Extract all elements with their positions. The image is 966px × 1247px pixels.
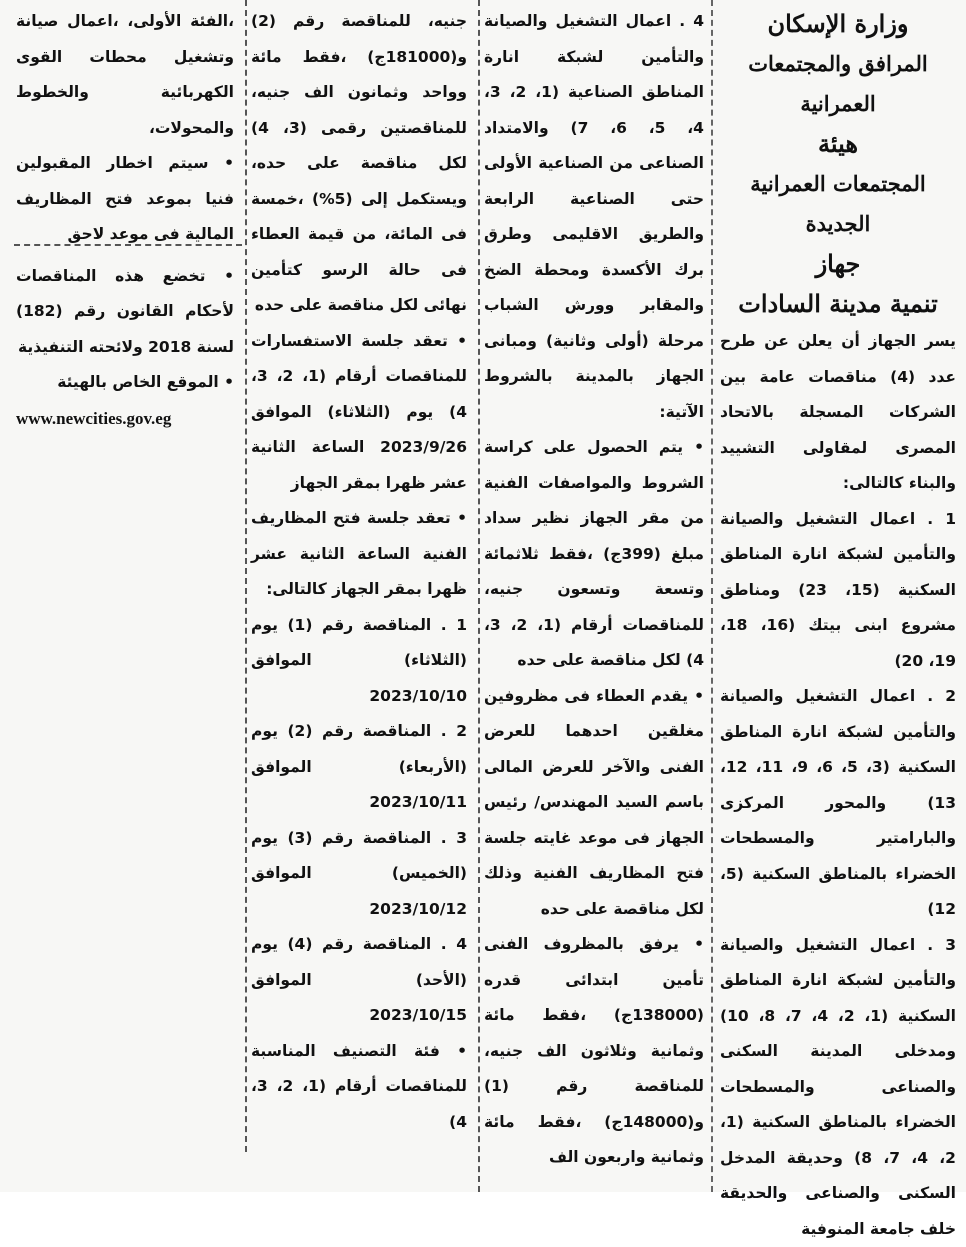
authority-line-1: هيئة	[720, 124, 956, 164]
guarantee-continued-paragraph: جنيه، للمناقصة رقم (2) و(181000ج) ،فقط مائة وواحد وثمانون الف جنيه، للمناقصتين رقمى (3، 4) لكل مناقصة على حده، ويستكمل إلى (5%) ،خمسة فى المائة، من قيمة العطاء فى حالة الرسو كتأمين نهائى لكل مناقصة على حده	[251, 4, 467, 324]
technical-opening-paragraph: • تعقد جلسة فتح المظاريف الفنية الساعة الثانية عشر ظهرا بمقر الجهاز كالتالى:	[251, 501, 467, 608]
tender-item-2: 2 . اعمال التشغيل والصيانة والتأمين لشبكة انارة المناطق السكنية (3، 5، 6، 9، 11، 12، 13) والمحور المركزى والبارامتير والمسطحات الخضراء بالمناطق السكنية (5، 12)	[720, 679, 956, 928]
opening-date-tender-4: 4 . المناقصة رقم (4) يوم (الأحد) الموافق 2023/10/15	[251, 927, 467, 1034]
opening-date-tender-3: 3 . المناقصة رقم (3) يوم (الخميس) الموافق 2023/10/12	[251, 821, 467, 928]
column-3	[245, 0, 471, 1152]
tender-item-4: 4 . اعمال التشغيل والصيانة والتأمين لشبكة انارة المناطق الصناعية (1، 2، 3، 4، 5، 6، 7) والامتداد الصناعى من الصناعية الأولى حتى الصناعية الرابعة والطريق الاقليمى وطرق برك الأكسدة ومحطة الضخ والمقابر وورش الشباب مرحلة (أولى وثانية) ومبانى الجهاز بالمدينة بالشروط الآتية:	[484, 4, 704, 430]
authority-line-2: المجتمعات العمرانية الجديدة	[720, 164, 956, 244]
financial-notice-paragraph: • سيتم اخطار المقبولين فنيا بموعد فتح المظاريف المالية فى موعد لاحق	[16, 146, 234, 253]
bid-submission-paragraph: • يقدم العطاء فى مظروفين مغلقين احدهما للعرض الفنى والآخر للعرض المالى باسم السيد المهندس/ رئيس الجهاز فى موعد غايته جلسة فتح المظاريف الفنية وذلك لكل مناقصة على حده	[484, 679, 704, 928]
opening-date-tender-2: 2 . المناقصة رقم (2) يوم (الأربعاء) الموافق 2023/10/11	[251, 714, 467, 821]
inquiries-session-paragraph: • تعقد جلسة الاستفسارات للمناقصات أرقام (1، 2، 3، 4) يوم (الثلاثاء) الموافق 2023/9/26 الساعة الثانية عشر ظهرا بمقر الجهاز	[251, 324, 467, 502]
law-paragraph: • تخضع هذه المناقصات لأحكام القانون رقم (182) لسنة 2018 ولائحته التنفيذية	[16, 259, 234, 366]
tender-item-1: 1 . اعمال التشغيل والصيانة والتأمين لشبكة انارة المناطق السكنية (15، 23) ومناطق مشروع ابنى بيتك (16، 18، 19، 20)	[720, 502, 956, 680]
classification-category: ،الفئة الأولى، ،اعمال صيانة وتشغيل محطات القوى الكهربائية والخطوط والمحولات،	[16, 4, 234, 146]
column-2	[478, 0, 708, 1192]
tender-item-3: 3 . اعمال التشغيل والصيانة والتأمين لشبكة انارة المناطق السكنية (1، 2، 4، 7، 8، 10) ومدخلى المدينة السكنى والصناعى والمسطحات الخضراء بالمناطق السكنية (1، 2، 4، 7، 8) وحديقة المدخل السكنى والصناعى والحديقة خلف جامعة المنوفية	[720, 928, 956, 1247]
intro-paragraph: يسر الجهاز أن يعلن عن طرح عدد (4) مناقصات عامة بين الشركات المسجلة بالاتحاد المصرى لمقاولى التشييد والبناء كالتالى:	[720, 324, 956, 502]
column-4-divider	[14, 244, 242, 246]
classification-paragraph: • فئة التصنيف المناسبة للمناقصات أرقام (1، 2، 3، 4)	[251, 1034, 467, 1141]
column-4	[14, 0, 238, 436]
ministry-line-2: المرافق والمجتمعات العمرانية	[720, 44, 956, 124]
notice-header	[720, 4, 956, 324]
column-1	[716, 0, 958, 1247]
agency-line-2: تنمية مدينة السادات	[720, 284, 956, 324]
website-url: www.newcities.gov.eg	[16, 401, 234, 437]
initial-guarantee-paragraph: • يرفق بالمظروف الفنى تأمين ابتدائى قدره (138000ج) ،فقط مائة وثمانية وثلاثون الف جنيه، للمناقصة رقم (1) و(148000ج) ،فقط مائة وثمانية واربعون الف	[484, 927, 704, 1176]
ministry-line-1: وزارة الإسكان	[720, 4, 956, 44]
agency-line-1: جهاز	[720, 244, 956, 284]
specs-booklet-paragraph: • يتم الحصول على كراسة الشروط والمواصفات الفنية من مقر الجهاز نظير سداد مبلغ (399ج) ،فقط ثلاثمائة وتسعة وتسعون جنيه، للمناقصات أرقام (1، 2، 3، 4) لكل مناقصة على حده	[484, 430, 704, 679]
opening-date-tender-1: 1 . المناقصة رقم (1) يوم (الثلاثاء) الموافق 2023/10/10	[251, 608, 467, 715]
column-divider	[711, 0, 713, 1192]
website-label: • الموقع الخاص بالهيئة	[16, 365, 234, 401]
